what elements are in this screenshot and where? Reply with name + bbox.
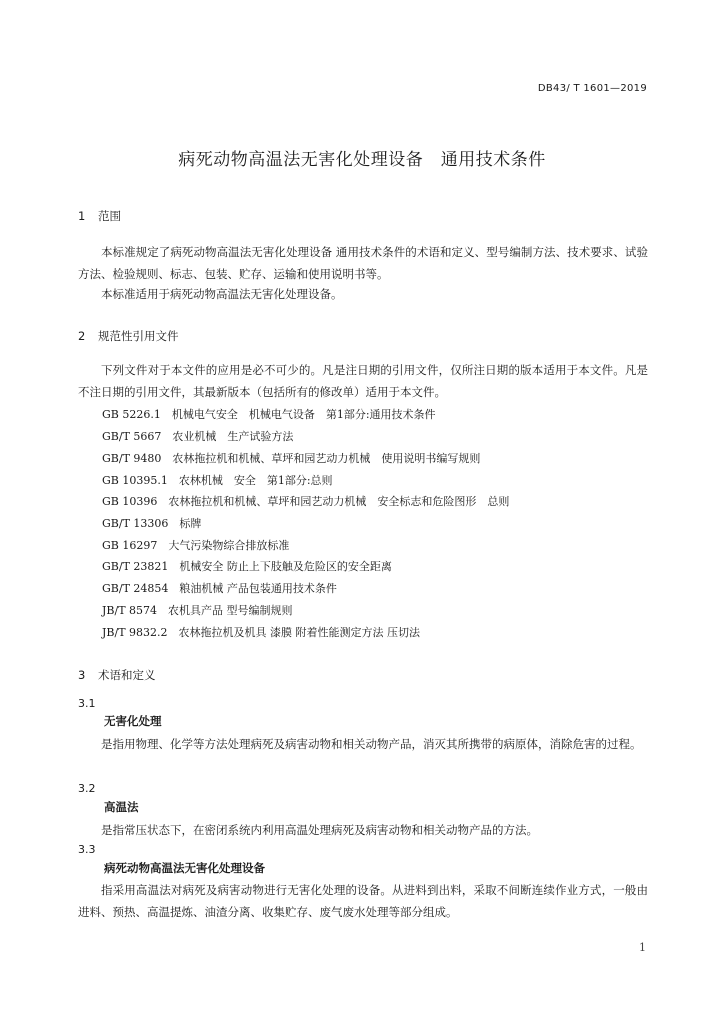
section-2-heading	[78, 328, 179, 344]
reference-item: GB 10396 农林拖拉机和机械、草坪和园艺动力机械 安全标志和危险图形 总则	[102, 495, 510, 508]
reference-item: GB 10395.1 农林机械 安全 第1部分:总则	[102, 474, 333, 487]
term-definition: 指采用高温法对病死及病害动物进行无害化处理的设备。从进料到出料，采取不间断连续作业方式，一般由进料、预热、高温提炼、油渣分离、收集贮存、废气废水处理等部分组成。	[78, 883, 648, 919]
section-number: 2	[78, 329, 86, 343]
section-title: 范围	[98, 209, 121, 223]
section-number: 3	[78, 668, 86, 682]
reference-item: GB/T 13306 标牌	[102, 517, 202, 530]
term-name: 高温法	[104, 800, 139, 814]
reference-item: GB/T 23821 机械安全 防止上下肢触及危险区的安全距离	[102, 560, 392, 573]
section-1-heading	[78, 208, 121, 224]
reference-item: GB 5226.1 机械电气安全 机械电气设备 第1部分:通用技术条件	[102, 408, 436, 421]
term-number: 3.2	[78, 782, 96, 795]
reference-item: GB/T 9480 农林拖拉机和机械、草坪和园艺动力机械 使用说明书编写规则	[102, 452, 481, 465]
section-1-paragraph-applicability: 本标准适用于病死动物高温法无害化处理设备。	[101, 287, 343, 301]
reference-item: GB 16297 大气污染物综合排放标准	[102, 539, 290, 552]
term-name: 病死动物高温法无害化处理设备	[104, 861, 265, 875]
section-2-intro-paragraph: 下列文件对于本文件的应用是必不可少的。凡是注日期的引用文件，仅所注日期的版本适用于本文件。凡是不注日期的引用文件，其最新版本（包括所有的修改单）适用于本文件。	[78, 363, 648, 399]
section-title: 术语和定义	[98, 668, 156, 682]
standard-code: DB43/ T 1601—2019	[537, 83, 647, 94]
section-3-heading	[78, 667, 156, 683]
term-number: 3.3	[78, 843, 96, 856]
reference-item: JB/T 9832.2 农林拖拉机及机具 漆膜 附着性能测定方法 压切法	[102, 626, 421, 639]
reference-item: GB/T 5667 农业机械 生产试验方法	[102, 430, 294, 443]
section-title: 规范性引用文件	[98, 329, 179, 343]
section-1-paragraph-scope: 本标准规定了病死动物高温法无害化处理设备 通用技术条件的术语和定义、型号编制方法、技术要求、试验方法、检验规则、标志、包装、贮存、运输和使用说明书等。	[78, 245, 648, 281]
term-definition: 是指常压状态下，在密闭系统内利用高温处理病死及病害动物和相关动物产品的方法。	[101, 823, 538, 837]
term-definition: 是指用物理、化学等方法处理病死及病害动物和相关动物产品，消灭其所携带的病原体，消除危害的过程。	[101, 737, 642, 751]
page-number: 1	[639, 941, 646, 954]
reference-item: JB/T 8574 农机具产品 型号编制规则	[102, 604, 293, 617]
section-number: 1	[78, 209, 86, 223]
reference-item: GB/T 24854 粮油机械 产品包装通用技术条件	[102, 582, 337, 595]
term-number: 3.1	[78, 697, 96, 710]
document-title: 病死动物高温法无害化处理设备 通用技术条件	[178, 150, 546, 170]
term-name: 无害化处理	[104, 714, 162, 728]
